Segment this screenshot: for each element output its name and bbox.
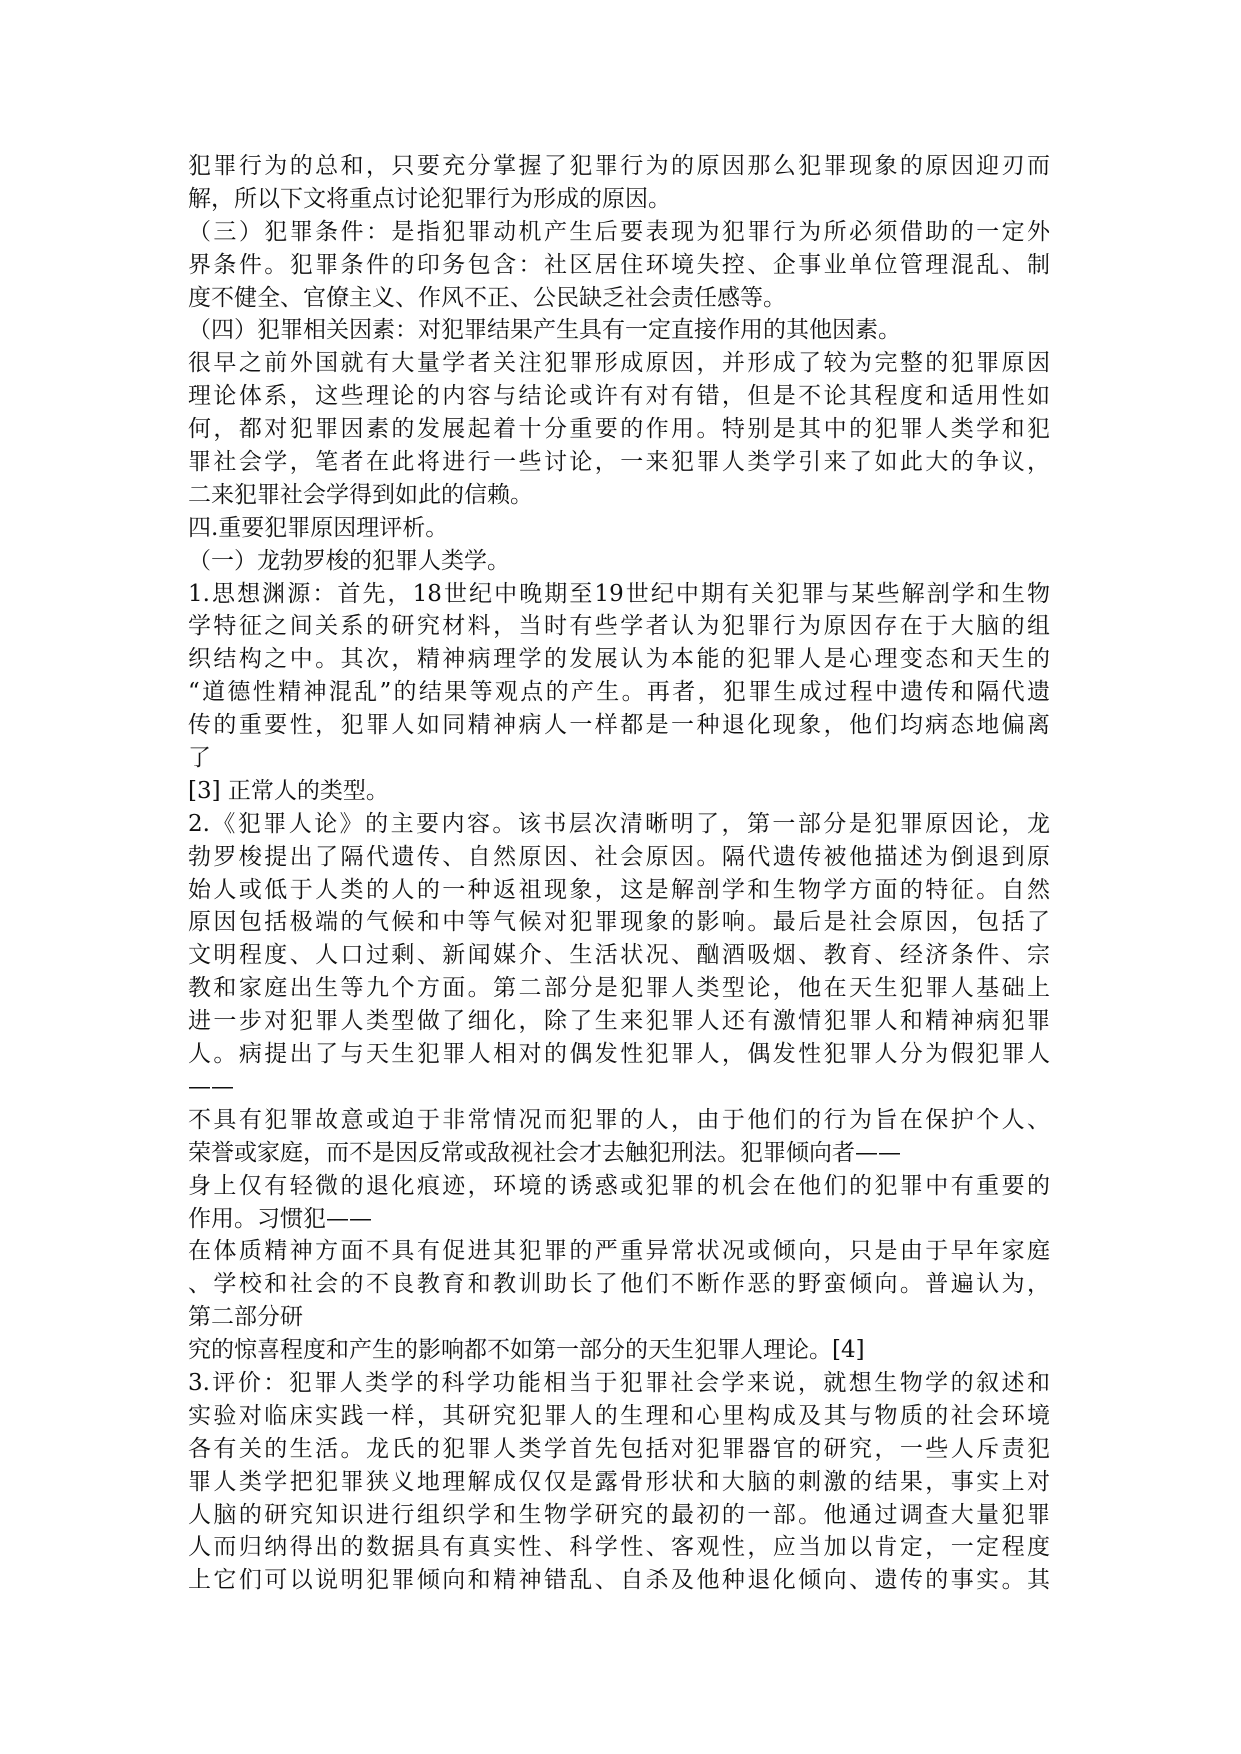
text-line: 究的惊喜程度和产生的影响都不如第一部分的天生犯罪人理论。[4] [188, 1337, 865, 1364]
text-line: 进一步对犯罪人类型做了细化，除了生来犯罪人还有激情犯罪人和精神病犯罪 [188, 1008, 1050, 1035]
text-line: 、学校和社会的不良教育和教训助长了他们不断作恶的野蛮倾向。普遍认为， [188, 1271, 1050, 1298]
text-line: 四.重要犯罪原因理评析。 [188, 514, 449, 541]
text-line: 很早之前外国就有大量学者关注犯罪形成原因，并形成了较为完整的犯罪原因 [188, 350, 1050, 377]
text-line: 度不健全、官僚主义、作风不正、公民缺乏社会责任感等。 [188, 284, 786, 311]
text-line: 人脑的研究知识进行组织学和生物学研究的最初的一部。他通过调查大量犯罪 [188, 1501, 1050, 1528]
text-line: 何，都对犯罪因素的发展起着十分重要的作用。特别是其中的犯罪人类学和犯 [188, 416, 1050, 443]
text-line: （四）犯罪相关因素：对犯罪结果产生具有一定直接作用的其他因素。 [188, 317, 901, 344]
text-line: 第二部分研 [188, 1304, 303, 1331]
text-line: 荣誉或家庭，而不是因反常或敌视社会才去触犯刑法。犯罪倾向者—— [188, 1139, 901, 1166]
text-line: 不具有犯罪故意或迫于非常情况而犯罪的人，由于他们的行为旨在保护个人、 [188, 1106, 1050, 1133]
text-line: 罪社会学，笔者在此将进行一些讨论，一来犯罪人类学引来了如此大的争议， [188, 449, 1050, 476]
text-line: 身上仅有轻微的退化痕迹，环境的诱惑或犯罪的机会在他们的犯罪中有重要的 [188, 1172, 1050, 1199]
text-line: 罪人类学把犯罪狭义地理解成仅仅是露骨形状和大脑的刺激的结果，事实上对 [188, 1468, 1050, 1495]
text-line: 织结构之中。其次，精神病理学的发展认为本能的犯罪人是心理变态和天生的 [188, 646, 1050, 673]
text-line: 人。病提出了与天生犯罪人相对的偶发性犯罪人，偶发性犯罪人分为假犯罪人 [188, 1041, 1050, 1068]
text-line: 教和家庭出生等九个方面。第二部分是犯罪人类型论，他在天生犯罪人基础上 [188, 975, 1050, 1002]
text-line: 解，所以下文将重点讨论犯罪行为形成的原因。 [188, 185, 671, 212]
text-line: —— [188, 1073, 234, 1100]
text-line: 勃罗梭提出了隔代遗传、自然原因、社会原因。隔代遗传被他描述为倒退到原 [188, 843, 1050, 870]
text-line: 二来犯罪社会学得到如此的信赖。 [188, 481, 533, 508]
text-line: 人而归纳得出的数据具有真实性、科学性、客观性，应当加以肯定，一定程度 [188, 1534, 1050, 1561]
text-line: 传的重要性，犯罪人如同精神病人一样都是一种退化现象，他们均病态地偏离 [188, 712, 1050, 739]
text-line: [3] 正常人的类型。 [188, 777, 389, 804]
text-line: 文明程度、人口过剩、新闻媒介、生活状况、酗酒吸烟、教育、经济条件、宗 [188, 942, 1050, 969]
text-line: （一）龙勃罗梭的犯罪人类学。 [188, 547, 510, 574]
text-line: 学特征之间关系的研究材料，当时有些学者认为犯罪行为原因存在于大脑的组 [188, 613, 1050, 640]
text-line: “道德性精神混乱”的结果等观点的产生。再者，犯罪生成过程中遗传和隔代遗 [188, 679, 1050, 706]
text-line: 在体质精神方面不具有促进其犯罪的严重异常状况或倾向，只是由于早年家庭 [188, 1238, 1050, 1265]
text-line: （三）犯罪条件：是指犯罪动机产生后要表现为犯罪行为所必须借助的一定外 [188, 218, 1050, 245]
text-line: 界条件。犯罪条件的印务包含：社区居住环境失控、企事业单位管理混乱、制 [188, 251, 1050, 278]
text-line: 作用。习惯犯—— [188, 1205, 372, 1232]
text-line: 了 [188, 745, 211, 772]
text-line: 理论体系，这些理论的内容与结论或许有对有错，但是不论其程度和适用性如 [188, 383, 1050, 410]
text-line: 犯罪行为的总和，只要充分掌握了犯罪行为的原因那么犯罪现象的原因迎刃而 [188, 153, 1050, 179]
document-page [188, 150, 1050, 1597]
text-line: 原因包括极端的气候和中等气候对犯罪现象的影响。最后是社会原因，包括了 [188, 909, 1050, 936]
text-line: 各有关的生活。龙氏的犯罪人类学首先包括对犯罪器官的研究，一些人斥责犯 [188, 1435, 1050, 1462]
text-line: 1.思想渊源：首先，18世纪中晚期至19世纪中期有关犯罪与某些解剖学和生物 [188, 580, 1050, 607]
text-line: 上它们可以说明犯罪倾向和精神错乱、自杀及他种退化倾向、遗传的事实。其 [188, 1567, 1050, 1594]
text-line: 始人或低于人类的人的一种返祖现象，这是解剖学和生物学方面的特征。自然 [188, 876, 1050, 903]
text-line: 3.评价：犯罪人类学的科学功能相当于犯罪社会学来说，就想生物学的叙述和 [188, 1369, 1050, 1396]
text-line: 实验对临床实践一样，其研究犯罪人的生理和心里构成及其与物质的社会环境 [188, 1402, 1050, 1429]
text-line: 2.《犯罪人论》的主要内容。该书层次清晰明了，第一部分是犯罪原因论，龙 [188, 810, 1050, 837]
